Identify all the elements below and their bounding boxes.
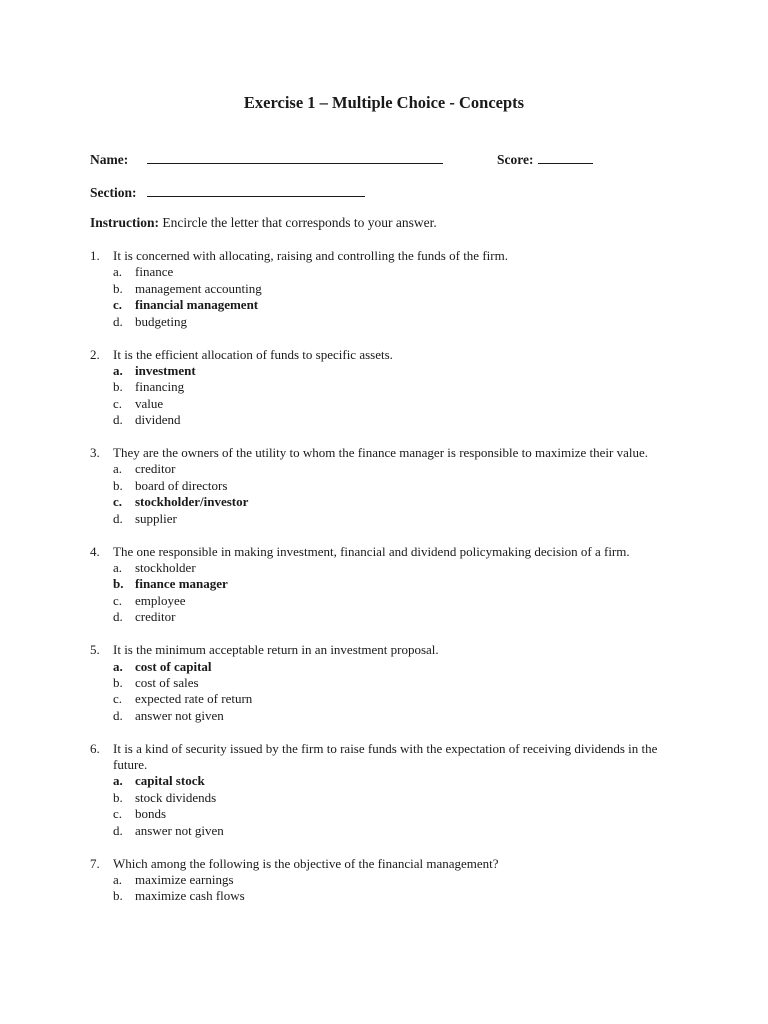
question-text: They are the owners of the utility to whom the finance manager is responsible to maximize their value. <box>113 445 648 461</box>
choice-text: finance manager <box>135 576 228 592</box>
choice-text: bonds <box>135 806 167 822</box>
choice-text: expected rate of return <box>135 691 253 707</box>
question-text: It is a kind of security issued by the firm to raise funds with the expectation of receiving dividends in the future. <box>113 740 658 773</box>
answer-choice <box>90 461 690 477</box>
choice-letter: a. <box>113 362 123 378</box>
score-blank-line <box>538 150 593 164</box>
question-number: 5. <box>90 642 100 658</box>
name-field-row <box>90 150 443 168</box>
choice-letter: b. <box>113 379 123 395</box>
answer-choice <box>90 264 690 280</box>
choice-letter: d. <box>113 822 123 838</box>
answer-choice <box>90 872 690 888</box>
instruction-label: Instruction: <box>90 215 160 230</box>
instruction-text: Encircle the letter that corresponds to your answer. <box>162 215 437 230</box>
question-text: It is the minimum acceptable return in an investment proposal. <box>113 642 439 658</box>
choice-letter: c. <box>113 592 123 608</box>
choice-text: management accounting <box>135 280 262 296</box>
question-item <box>90 544 690 626</box>
answer-choice-correct <box>90 363 690 379</box>
answer-choice <box>90 396 690 412</box>
choice-text: dividend <box>135 412 181 428</box>
question-item <box>90 445 690 527</box>
score-field-row <box>497 150 593 168</box>
choice-text: creditor <box>135 609 176 625</box>
name-blank-line <box>147 150 443 164</box>
choice-text: cost of capital <box>135 658 212 674</box>
choice-text: supplier <box>135 510 177 526</box>
answer-choice <box>90 823 690 839</box>
choice-letter: a. <box>113 773 123 789</box>
answer-choice <box>90 314 690 330</box>
choice-letter: c. <box>113 494 123 510</box>
choice-text: stockholder/investor <box>135 494 249 510</box>
choice-letter: d. <box>113 707 123 723</box>
choice-letter: c. <box>113 395 123 411</box>
question-stem <box>90 347 690 363</box>
choice-letter: d. <box>113 609 123 625</box>
choice-letter: c. <box>113 691 123 707</box>
choice-text: board of directors <box>135 477 228 493</box>
question-item <box>90 347 690 429</box>
answer-choice-correct <box>90 773 690 789</box>
question-text: It is concerned with allocating, raising and controlling the funds of the firm. <box>113 248 508 263</box>
choice-letter: a. <box>113 560 123 575</box>
answer-choice <box>90 691 690 707</box>
choice-text: budgeting <box>135 313 187 329</box>
choice-letter: a. <box>113 658 123 674</box>
question-stem <box>90 445 690 461</box>
question-stem <box>90 248 690 264</box>
answer-choice <box>90 888 690 904</box>
answer-choice <box>90 593 690 609</box>
choice-text: maximize earnings <box>135 872 234 887</box>
choice-text: stock dividends <box>135 789 217 805</box>
section-field-row <box>90 183 365 201</box>
choice-text: answer not given <box>135 822 224 838</box>
question-number: 4. <box>90 543 100 559</box>
answer-choice <box>90 379 690 395</box>
instruction <box>90 215 437 231</box>
question-item <box>90 642 690 724</box>
choice-text: cost of sales <box>135 674 199 690</box>
answer-choice <box>90 609 690 625</box>
choice-text: maximize cash flows <box>135 888 245 904</box>
answer-choice <box>90 790 690 806</box>
answer-choice-correct <box>90 297 690 313</box>
choice-letter: c. <box>113 297 123 313</box>
choice-letter: b. <box>113 477 123 493</box>
choice-letter: b. <box>113 674 123 690</box>
choice-letter: d. <box>113 412 123 428</box>
choice-letter: b. <box>113 576 124 592</box>
answer-choice-correct <box>90 659 690 675</box>
answer-choice <box>90 281 690 297</box>
question-item <box>90 856 690 905</box>
question-text: The one responsible in making investment, financial and dividend policymaking decision of a firm. <box>113 543 630 559</box>
answer-choice <box>90 675 690 691</box>
choice-letter: d. <box>113 510 123 526</box>
choice-text: answer not given <box>135 707 224 723</box>
question-number: 3. <box>90 445 100 461</box>
choice-letter: c. <box>113 806 123 822</box>
question-number: 6. <box>90 740 100 756</box>
question-list <box>90 248 690 921</box>
choice-text: investment <box>135 362 196 378</box>
answer-choice-correct <box>90 576 690 592</box>
question-item <box>90 248 690 330</box>
choice-letter: b. <box>113 888 123 904</box>
answer-choice <box>90 478 690 494</box>
score-label: Score: <box>497 152 534 167</box>
answer-choice-correct <box>90 494 690 510</box>
question-number: 1. <box>90 248 100 263</box>
answer-choice <box>90 511 690 527</box>
answer-choice <box>90 412 690 428</box>
answer-choice <box>90 708 690 724</box>
section-label: Section: <box>90 185 137 200</box>
question-number: 7. <box>90 855 100 871</box>
choice-text: stockholder <box>135 560 196 575</box>
section-blank-line <box>147 183 365 197</box>
question-stem <box>90 642 690 658</box>
choice-letter: b. <box>113 789 123 805</box>
choice-text: value <box>135 395 164 411</box>
answer-choice <box>90 560 690 576</box>
question-stem <box>90 741 690 774</box>
page-title: Exercise 1 – Multiple Choice - Concepts <box>243 93 525 112</box>
question-text: It is the efficient allocation of funds to specific assets. <box>113 346 393 362</box>
question-number: 2. <box>90 346 100 362</box>
question-stem <box>90 856 690 872</box>
choice-letter: a. <box>113 264 123 280</box>
question-item <box>90 741 690 839</box>
name-label: Name: <box>90 152 129 167</box>
choice-text: employee <box>135 592 186 608</box>
choice-letter: a. <box>113 461 123 477</box>
choice-text: finance <box>135 264 174 280</box>
choice-text: creditor <box>135 461 176 477</box>
choice-letter: b. <box>113 280 123 296</box>
answer-choice <box>90 806 690 822</box>
choice-text: capital stock <box>135 773 205 789</box>
choice-letter: a. <box>113 872 123 887</box>
question-text: Which among the following is the objective of the financial management? <box>113 855 499 871</box>
choice-text: financing <box>135 379 185 395</box>
choice-letter: d. <box>113 313 123 329</box>
choice-text: financial management <box>135 297 259 313</box>
question-stem <box>90 544 690 560</box>
